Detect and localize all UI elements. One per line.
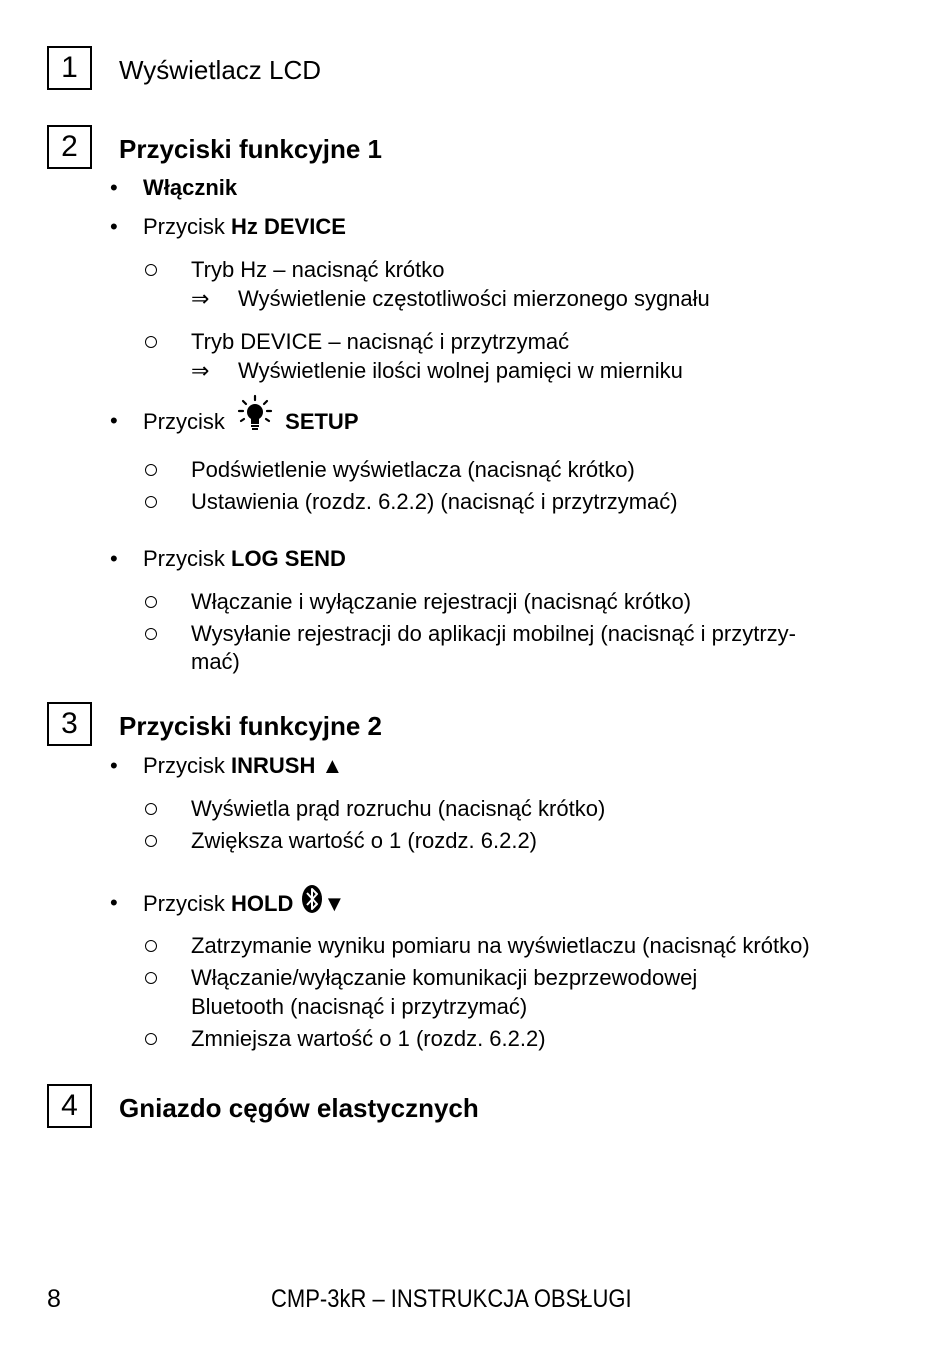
- bullet-marker: •: [110, 175, 118, 200]
- hz-button-item: [143, 214, 346, 240]
- hold-prefix: Przycisk: [143, 890, 231, 916]
- bullet-marker: •: [110, 214, 118, 239]
- log-item-2-continuation: mać): [191, 649, 240, 674]
- setup-prefix: Przycisk: [143, 408, 225, 434]
- sub-bullet-circle: [145, 496, 157, 508]
- footer-title: CMP-3kR – INSTRUKCJA OBSŁUGI: [271, 1285, 632, 1313]
- log-prefix: Przycisk: [143, 546, 231, 571]
- section-title: Gniazdo cęgów elastycznych: [119, 1093, 479, 1123]
- section-number: 1: [61, 51, 78, 84]
- sub-bullet-circle: [145, 464, 157, 476]
- setup-label: SETUP: [285, 408, 359, 434]
- hz-item-1: Tryb Hz – nacisnąć krótko: [191, 257, 445, 282]
- section-number: 3: [61, 707, 78, 740]
- inrush-item-2: Zwiększa wartość o 1 (rozdz. 6.2.2): [191, 828, 538, 853]
- sub-bullet-circle: [145, 596, 157, 608]
- bluetooth-icon: [301, 884, 323, 920]
- hold-label: HOLD: [231, 890, 294, 916]
- bullet-marker: •: [110, 408, 118, 433]
- implies-arrow: ⇒: [191, 286, 210, 311]
- setup-item-2: Ustawienia (rozdz. 6.2.2) (nacisnąć i przytrzymać): [191, 489, 678, 514]
- hz-item-2: Tryb DEVICE – nacisnąć i przytrzymać: [191, 329, 570, 354]
- hz-prefix: Przycisk: [143, 214, 231, 239]
- section-number-box: [47, 1084, 92, 1128]
- setup-button-item: [143, 408, 359, 438]
- page-number: 8: [47, 1285, 61, 1313]
- section-number: 4: [61, 1089, 78, 1122]
- hz-item-2-result: Wyświetlenie ilości wolnej pamięci w mierniku: [238, 358, 683, 383]
- section-title: Przyciski funkcyjne 1: [119, 134, 383, 164]
- inrush-button-item: [143, 753, 343, 779]
- bullet-marker: •: [110, 753, 118, 778]
- log-button-item: [143, 546, 346, 572]
- sub-bullet-circle: [145, 264, 157, 276]
- bullet-marker: •: [110, 546, 118, 571]
- backlight-bulb-icon: [237, 394, 273, 438]
- section-number: 2: [61, 130, 78, 163]
- power-label: Włącznik: [143, 175, 238, 200]
- log-label: LOG SEND: [231, 546, 346, 571]
- inrush-prefix: Przycisk: [143, 753, 231, 778]
- sub-bullet-circle: [145, 336, 157, 348]
- hold-button-item: [143, 890, 345, 920]
- log-item-1: Włączanie i wyłączanie rejestracji (nacisnąć krótko): [191, 589, 692, 614]
- hz-label: Hz DEVICE: [231, 214, 346, 239]
- power-button-item: [143, 175, 237, 201]
- sub-bullet-circle: [145, 1033, 157, 1045]
- bullet-marker: •: [110, 890, 118, 915]
- hold-item-2-continuation: Bluetooth (nacisnąć i przytrzymać): [191, 994, 528, 1019]
- sub-bullet-circle: [145, 803, 157, 815]
- setup-item-1: Podświetlenie wyświetlacza (nacisnąć krótko): [191, 457, 635, 482]
- hold-item-1: Zatrzymanie wyniku pomiaru na wyświetlaczu (nacisnąć krótko): [191, 933, 810, 958]
- sub-bullet-circle: [145, 972, 157, 984]
- hold-item-3: Zmniejsza wartość o 1 (rozdz. 6.2.2): [191, 1026, 546, 1051]
- inrush-label: INRUSH ▲: [231, 753, 344, 778]
- log-item-2: Wysyłanie rejestracji do aplikacji mobilnej (nacisnąć i przytrzy-: [191, 621, 796, 646]
- implies-arrow: ⇒: [191, 358, 210, 383]
- sub-bullet-circle: [145, 940, 157, 952]
- hz-item-1-result: Wyświetlenie częstotliwości mierzonego sygnału: [238, 286, 710, 311]
- section-number-box: [47, 46, 92, 90]
- section-title: Przyciski funkcyjne 2: [119, 711, 383, 741]
- sub-bullet-circle: [145, 628, 157, 640]
- section-number-box: [47, 125, 92, 169]
- inrush-item-1: Wyświetla prąd rozruchu (nacisnąć krótko): [191, 796, 606, 821]
- sub-bullet-circle: [145, 835, 157, 847]
- section-title: Wyświetlacz LCD: [119, 55, 322, 85]
- section-number-box: [47, 702, 92, 746]
- hold-item-2: Włączanie/wyłączanie komunikacji bezprzewodowej: [191, 965, 698, 990]
- hold-arrow: ▼: [323, 890, 346, 916]
